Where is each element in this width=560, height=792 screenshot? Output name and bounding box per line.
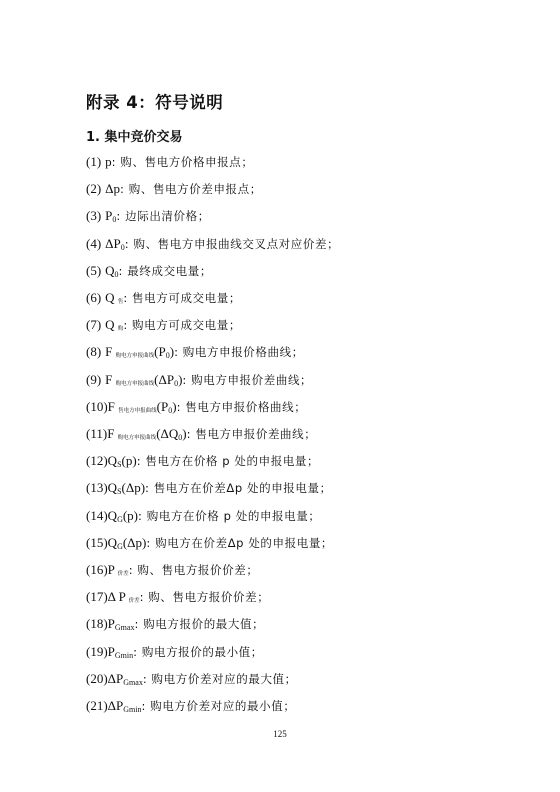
section-heading: 1. 集中竞价交易: [86, 130, 183, 145]
item-number: (8): [86, 344, 102, 360]
item-description: : 购、售电方价格申报点；: [111, 155, 254, 169]
item-symbol-subscript: 售: [117, 299, 124, 305]
list-item: [86, 263, 212, 279]
item-description: : 购、售电方报价价差；: [128, 563, 259, 577]
item-symbol: F $_{售电方申报曲线}(P_0)$: [107, 398, 177, 415]
item-description: : 购、售电方报价价差；: [139, 590, 270, 605]
list-item: [86, 616, 264, 632]
item-symbol: $Q_0$: [105, 262, 119, 279]
item-symbol: F $_{购电方申报曲线}(\Delta Q_0)$: [107, 426, 187, 442]
item-number: (17): [86, 589, 108, 605]
item-description: : 售电方在价格 p 处的申报电量；: [136, 454, 320, 469]
item-arg-subscript: 0: [165, 351, 170, 361]
item-number: (5): [86, 262, 102, 278]
list-item: [86, 508, 320, 524]
item-description: : 购电方在价格 p 处的申报电量；: [138, 508, 321, 523]
list-item: [86, 317, 241, 333]
item-symbol-subscript: Gmax: [114, 623, 135, 633]
item-symbol-subscript: 购电方申报曲线: [115, 353, 155, 360]
item-description: : 购电方价差对应的最大值；: [142, 671, 297, 686]
item-number: (15): [86, 534, 108, 550]
list-item: [86, 453, 319, 469]
item-description: : 购电方报价的最小值；: [133, 644, 263, 659]
item-description: : 购电方价差对应的最小值；: [141, 699, 296, 713]
item-description: : 售电方申报价格曲线；: [176, 399, 307, 414]
list-item: [86, 181, 262, 197]
item-symbol: Δp: [105, 181, 121, 197]
list-item: [86, 399, 306, 415]
item-symbol-subscript: 0: [120, 242, 125, 252]
item-description: : 购、售电方价差申报点；: [120, 182, 262, 197]
item-description: : 售电方申报价差曲线；: [186, 427, 317, 441]
list-item: [86, 344, 304, 360]
list-item: [86, 290, 241, 306]
item-number: (20): [86, 670, 108, 686]
list-item: [86, 154, 254, 170]
list-item: [86, 589, 269, 605]
item-symbol: Q $_购$: [105, 317, 124, 333]
item-symbol-subscript: 0: [112, 215, 117, 225]
item-symbol-subscript: 购电方申报曲线: [117, 435, 157, 441]
item-number: (7): [86, 317, 102, 333]
item-symbol-subscript: S: [117, 487, 122, 497]
item-symbol-subscript: S: [117, 460, 122, 470]
item-symbol-subscript: G: [117, 514, 123, 524]
item-symbol-subscript: 购电方申报曲线: [115, 380, 155, 387]
item-symbol: $\Delta P_0$: [105, 235, 125, 252]
item-description: : 边际出清价格；: [116, 209, 210, 224]
item-number: (13): [86, 480, 108, 496]
item-symbol-subscript: 价差: [117, 571, 129, 577]
item-symbol: F $_{购电方申报曲线}(P_0)$: [105, 344, 175, 361]
item-symbol-subscript: 0: [114, 269, 119, 279]
item-symbol: $P_0$: [105, 208, 117, 225]
item-number: (2): [86, 181, 102, 197]
item-symbol: p: [105, 154, 112, 169]
item-symbol: $Q_S(p)$: [107, 453, 137, 470]
item-symbol: $\Delta P_{Gmax}$: [107, 670, 143, 687]
item-number: (10): [86, 398, 108, 414]
item-symbol-subscript: G: [117, 541, 123, 551]
item-description: : 购、售电方申报曲线交叉点对应价差；: [124, 236, 340, 251]
list-item: [86, 426, 316, 442]
item-description: : 售电方可成交电量；: [123, 291, 241, 305]
item-number: (6): [86, 290, 102, 305]
item-description: : 购电方可成交电量；: [123, 318, 241, 333]
list-item: [86, 480, 332, 496]
page-title: 附录 4：符号说明: [86, 93, 224, 112]
item-description: : 售电方在价差Δp 处的申报电量；: [145, 481, 332, 496]
item-symbol: $\Delta P_{Gmin}$: [107, 698, 142, 714]
item-number: (9): [86, 371, 102, 387]
item-symbol-subscript: 价差: [128, 598, 140, 605]
item-description: : 购电方报价的最大值；: [134, 617, 265, 632]
item-arg-subscript: 0: [174, 378, 179, 388]
item-symbol: $Q_G(\Delta p)$: [107, 534, 147, 551]
item-number: (21): [86, 698, 108, 713]
item-number: (19): [86, 643, 108, 659]
item-symbol-subscript: 购: [117, 326, 124, 333]
item-arg-subscript: 0: [178, 433, 183, 442]
item-number: (1): [86, 154, 102, 169]
list-item: [86, 562, 258, 578]
item-description: : 购电方申报价格曲线；: [174, 345, 304, 360]
item-number: (18): [86, 616, 108, 632]
list-item: [86, 208, 210, 224]
list-item: [86, 671, 297, 687]
list-item: [86, 698, 295, 714]
item-description: : 购电方申报价差曲线；: [182, 372, 313, 387]
list-item: [86, 236, 339, 252]
list-item: [86, 644, 263, 660]
item-symbol: $Q_G(p)$: [107, 507, 139, 524]
page-number: 125: [273, 729, 287, 739]
item-symbol-subscript: Gmin: [114, 650, 134, 660]
item-description: : 购电方在价差Δp 处的申报电量；: [146, 535, 334, 550]
item-symbol: $P_{Gmax}$: [107, 616, 135, 633]
item-symbol: $Q_S(\Delta p)$: [107, 480, 146, 497]
item-symbol: $P_{Gmin}$: [107, 643, 134, 660]
item-number: (16): [86, 562, 108, 577]
item-symbol: P $_{价差}$: [107, 562, 129, 577]
item-number: (3): [86, 208, 102, 224]
item-symbol: F $_{购电方申报曲线}(\Delta P_0)$: [105, 371, 183, 388]
item-number: (11): [86, 426, 108, 441]
item-arg-subscript: 0: [168, 405, 173, 415]
item-number: (4): [86, 235, 102, 251]
item-number: (14): [86, 507, 108, 523]
item-description: : 最终成交电量；: [118, 263, 212, 278]
list-item: [86, 535, 333, 551]
item-symbol: Δ P $_{价差}$: [107, 589, 140, 605]
item-number: (12): [86, 453, 108, 469]
item-symbol-subscript: Gmin: [123, 705, 142, 714]
item-symbol-subscript: Gmax: [123, 677, 143, 687]
list-item: [86, 372, 312, 388]
item-symbol: Q $_售$: [105, 290, 124, 305]
item-symbol-subscript: 售电方申报曲线: [118, 407, 157, 414]
